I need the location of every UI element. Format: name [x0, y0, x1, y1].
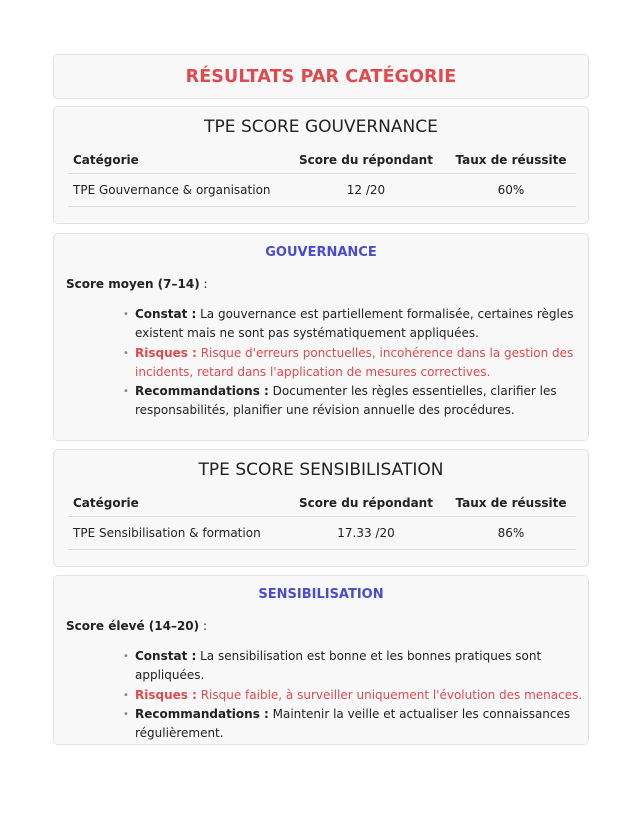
- detail-list: [54, 647, 588, 743]
- column-header-score: Score du répondant: [286, 147, 446, 174]
- column-header-categorie: Catégorie: [68, 490, 286, 517]
- cell-score: 17.33 /20: [286, 517, 446, 550]
- item-text: Documenter les règles essentielles, clarifier les responsabilités, planifier une révision annuelle des procédures.: [135, 384, 557, 418]
- column-header-taux: Taux de réussite: [446, 490, 576, 517]
- item-label: Recommandations :: [135, 384, 269, 399]
- score-level: [66, 277, 588, 291]
- table-title: TPE SCORE GOUVERNANCE: [204, 117, 438, 137]
- score-level: [66, 619, 588, 633]
- column-header-taux: Taux de réussite: [446, 147, 576, 174]
- cell-score: 12 /20: [286, 174, 446, 207]
- list-item-constat: [135, 305, 588, 344]
- cell-categorie: TPE Gouvernance & organisation: [68, 174, 286, 207]
- item-label: Risques :: [135, 687, 197, 702]
- score-table-card-sensibilisation: [53, 449, 589, 567]
- item-label: Risques :: [135, 345, 197, 360]
- item-text: La sensibilisation est bonne et les bonnes pratiques sont appliquées.: [135, 649, 542, 683]
- list-item-constat: [135, 647, 588, 686]
- detail-list: [54, 305, 588, 421]
- table-row: [68, 174, 576, 207]
- detail-title: SENSIBILISATION: [258, 587, 384, 602]
- page-title: RÉSULTATS PAR CATÉGORIE: [185, 67, 457, 87]
- list-item-risques: [135, 344, 588, 383]
- detail-title: GOUVERNANCE: [265, 245, 377, 260]
- table-header-row: [68, 490, 576, 517]
- score-level-suffix: :: [199, 619, 207, 633]
- detail-card-gouvernance: [53, 233, 589, 441]
- score-table: [68, 490, 576, 550]
- page-title-card: [53, 54, 589, 99]
- score-table-card-gouvernance: [53, 106, 589, 224]
- list-item-risques: [135, 686, 588, 705]
- score-level-label: Score élevé (14–20): [66, 619, 200, 633]
- column-header-categorie: Catégorie: [68, 147, 286, 174]
- item-text: La gouvernance est partiellement formalisée, certaines règles existent mais ne sont pas systématiquement appliquées.: [135, 307, 574, 341]
- item-label: Constat :: [135, 307, 197, 321]
- column-header-score: Score du répondant: [286, 490, 446, 517]
- item-label: Constat :: [135, 649, 197, 663]
- detail-card-sensibilisation: [53, 575, 589, 745]
- table-header-row: [68, 147, 576, 174]
- list-item-recommandations: [135, 705, 588, 744]
- score-table: [68, 147, 576, 207]
- list-item-recommandations: [135, 382, 588, 421]
- table-row: [68, 517, 576, 550]
- table-title: TPE SCORE SENSIBILISATION: [198, 460, 444, 480]
- score-level-suffix: :: [199, 277, 208, 291]
- item-text: Risque d'erreurs ponctuelles, incohérence dans la gestion des incidents, retard dans l'application de mesures correctives.: [135, 345, 574, 379]
- cell-categorie: TPE Sensibilisation & formation: [68, 517, 286, 550]
- score-level-label: Score moyen (7–14): [66, 277, 200, 291]
- cell-taux: 60%: [446, 174, 576, 207]
- item-text: Risque faible, à surveiller uniquement l'évolution des menaces.: [196, 687, 583, 702]
- item-text: Maintenir la veille et actualiser les connaissances régulièrement.: [135, 706, 571, 741]
- item-label: Recommandations :: [135, 706, 269, 721]
- cell-taux: 86%: [446, 517, 576, 550]
